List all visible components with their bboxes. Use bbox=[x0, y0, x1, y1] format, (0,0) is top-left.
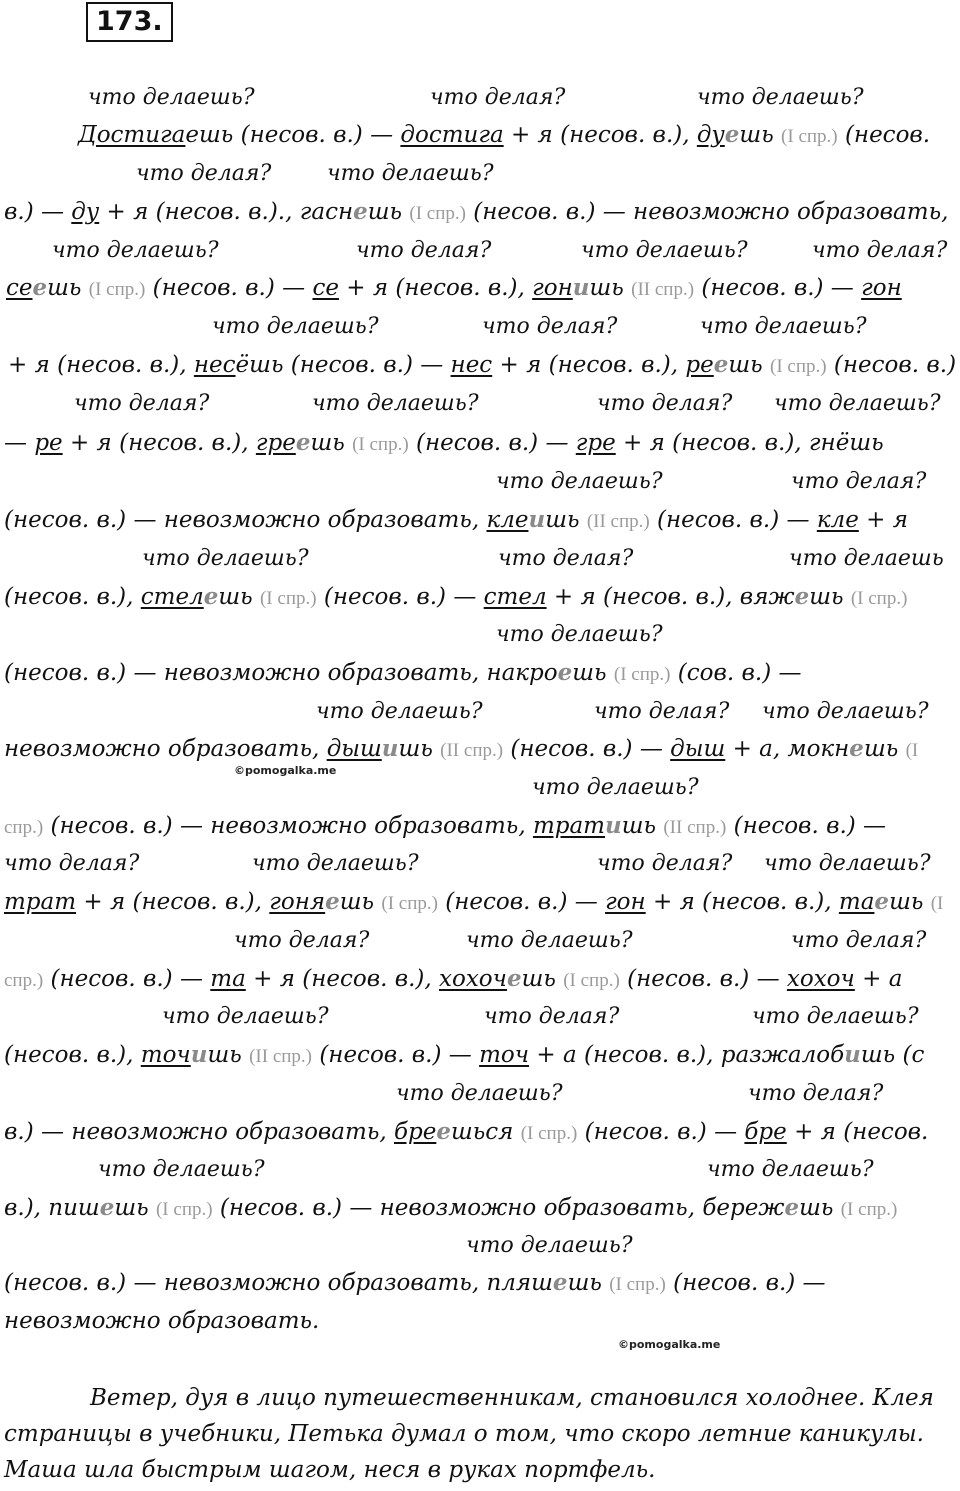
text-line-2: в.) — ду + я (несов. в.)., гаснешь (I спр.) (несов. в.) — невозможно образовать, bbox=[4, 198, 949, 225]
question-label: что делая? bbox=[4, 851, 140, 876]
question-label: что делаешь? bbox=[466, 1233, 633, 1258]
question-label: что делаешь? bbox=[466, 928, 633, 953]
question-label: что делаешь? bbox=[52, 238, 219, 263]
question-label: что делаешь? bbox=[212, 314, 379, 339]
question-label: что делаешь? bbox=[581, 238, 748, 263]
text-line-7: (несов. в.), стелешь (I спр.) (несов. в.) — стел + я (несов. в.), вяжешь (I спр.) bbox=[4, 583, 908, 610]
text-line-9: невозможно образовать, дышишь (II спр.) (несов. в.) — дыш + а, мокнешь (I bbox=[4, 735, 919, 762]
watermark: ©pomogalka.me bbox=[234, 764, 337, 777]
question-label: что делая? bbox=[430, 85, 566, 110]
question-label: что делая? bbox=[812, 238, 948, 263]
question-label: что делаешь? bbox=[327, 161, 494, 186]
question-label: что делаешь? bbox=[252, 851, 419, 876]
text-line-4: + я (несов. в.), несёшь (несов. в.) — нес + я (несов. в.), реешь (I спр.) (несов. в.) bbox=[8, 351, 957, 378]
text-line-17: невозможно образовать. bbox=[4, 1308, 320, 1334]
question-label: что делаешь? bbox=[396, 1081, 563, 1106]
question-label: что делаешь? bbox=[752, 1004, 919, 1029]
text-line-13: (несов. в.), точишь (II спр.) (несов. в.) — точ + а (несов. в.), разжалобишь (с bbox=[4, 1041, 925, 1068]
question-label: что делаешь? bbox=[88, 85, 255, 110]
question-label: что делаешь? bbox=[496, 622, 663, 647]
question-label: что делая? bbox=[498, 546, 634, 571]
text-line-3: сеешь (I спр.) (несов. в.) — се + я (несов. в.), гонишь (II спр.) (несов. в.) — гон bbox=[6, 274, 902, 301]
text-line-8: (несов. в.) — невозможно образовать, накроешь (I спр.) (сов. в.) — bbox=[4, 659, 802, 686]
text-line-1: Достигаешь (несов. в.) — достига + я (несов. в.), дуешь (I спр.) (несов. bbox=[78, 121, 931, 148]
text-line-6: (несов. в.) — невозможно образовать, клеишь (II спр.) (несов. в.) — кле + я bbox=[4, 506, 908, 533]
example-sentences: Ветер, дуя в лицо путешественникам, становился холоднее. Клея страницы в учебники, Петька думал о том, что скоро летние каникулы. Маша шла быстрым шагом, неся в руках портфель. bbox=[4, 1385, 934, 1483]
question-label: что делая? bbox=[136, 161, 272, 186]
text-line-16: (несов. в.) — невозможно образовать, пляшешь (I спр.) (несов. в.) — bbox=[4, 1269, 826, 1296]
question-label: что делаешь? bbox=[98, 1157, 265, 1182]
question-label: что делаешь? bbox=[764, 851, 931, 876]
question-label: что делаешь? bbox=[774, 391, 941, 416]
question-label: что делаешь? bbox=[142, 546, 309, 571]
question-label: что делая? bbox=[597, 391, 733, 416]
question-label: что делая? bbox=[484, 1004, 620, 1029]
question-label: что делаешь? bbox=[762, 699, 929, 724]
question-label: что делаешь? bbox=[700, 314, 867, 339]
text-line-5: — ре + я (несов. в.), греешь (I спр.) (несов. в.) — гре + я (несов. в.), гнёшь bbox=[4, 429, 884, 456]
text-line-11: трат + я (несов. в.), гоняешь (I спр.) (несов. в.) — гон + я (несов. в.), таешь (I bbox=[4, 888, 944, 915]
question-label: что делаешь? bbox=[312, 391, 479, 416]
question-label: что делая? bbox=[597, 851, 733, 876]
question-label: что делаешь? bbox=[496, 469, 663, 494]
text-line-15: в.), пишешь (I спр.) (несов. в.) — невозможно образовать, бережешь (I спр.) bbox=[4, 1194, 898, 1221]
question-label: что делая? bbox=[748, 1081, 884, 1106]
watermark: ©pomogalka.me bbox=[618, 1338, 721, 1351]
question-label: что делая? bbox=[482, 314, 618, 339]
question-label: что делая? bbox=[791, 928, 927, 953]
question-label: что делаешь? bbox=[532, 775, 699, 800]
text-line-14: в.) — невозможно образовать, бреешься (I спр.) (несов. в.) — бре + я (несов. bbox=[4, 1118, 929, 1145]
question-label: что делая? bbox=[791, 469, 927, 494]
question-label: что делая? bbox=[74, 391, 210, 416]
question-label: что делаешь? bbox=[707, 1157, 874, 1182]
exercise-number: 173. bbox=[86, 2, 173, 42]
question-label: что делаешь? bbox=[162, 1004, 329, 1029]
question-label: что делаешь bbox=[789, 546, 944, 571]
question-label: что делая? bbox=[594, 699, 730, 724]
question-label: что делаешь? bbox=[697, 85, 864, 110]
question-label: что делая? bbox=[356, 238, 492, 263]
question-label: что делая? bbox=[234, 928, 370, 953]
question-label: что делаешь? bbox=[316, 699, 483, 724]
text-line-12: спр.) (несов. в.) — та + я (несов. в.), хохочешь (I спр.) (несов. в.) — хохоч + а bbox=[4, 965, 903, 992]
text-line-10: спр.) (несов. в.) — невозможно образовать, тратишь (II спр.) (несов. в.) — bbox=[4, 812, 887, 839]
